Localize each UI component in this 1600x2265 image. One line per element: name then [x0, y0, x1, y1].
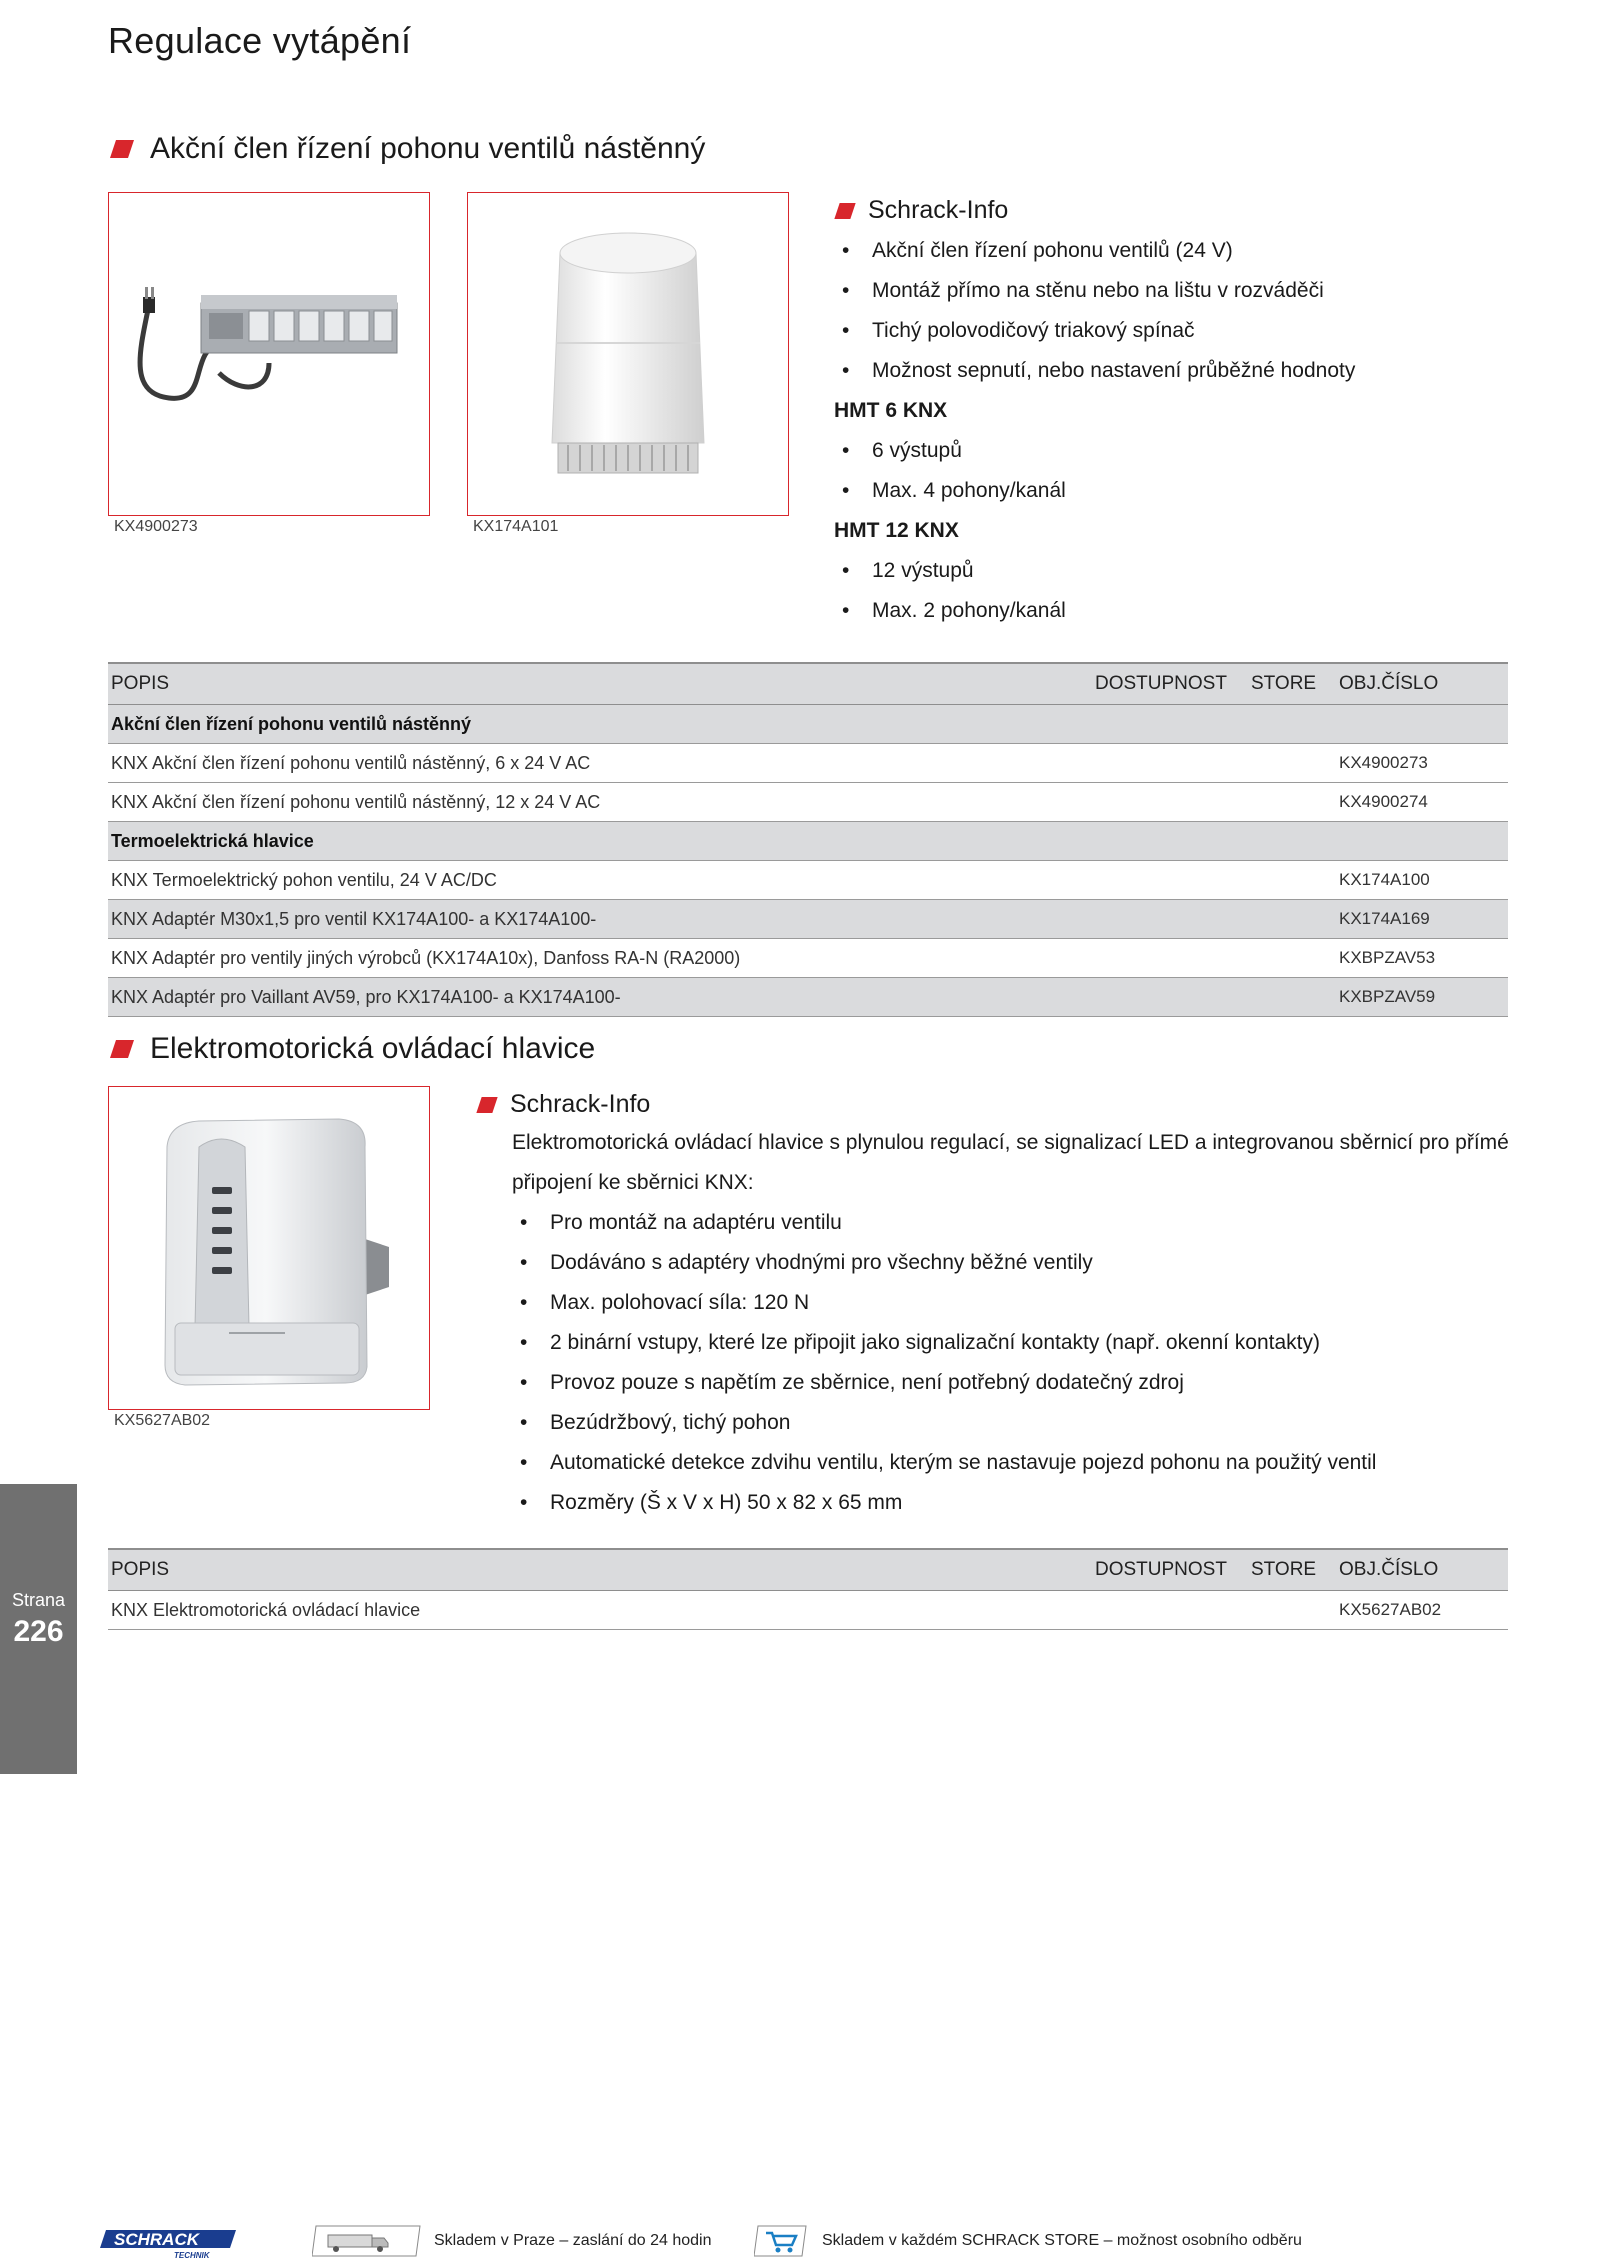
row-description: KNX Adaptér M30x1,5 pro ventil KX174A100- a KX174A100- — [108, 900, 1092, 939]
product-image-wall-actuator — [108, 192, 430, 516]
info-bullet: • Akční člen řízení pohonu ventilů (24 V) — [834, 231, 1355, 271]
info-bullet: • Pro montáž na adaptéru ventilu — [512, 1203, 1512, 1243]
section-title-text: Elektromotorická ovládací hlavice — [150, 1032, 596, 1065]
product-image-thermo-head — [467, 192, 789, 516]
section-title-electromotor-head — [110, 1032, 595, 1066]
row-availability — [1092, 861, 1248, 900]
row-description: KNX Elektromotorická ovládací hlavice — [108, 1591, 1092, 1630]
product-image-electromotor-head — [108, 1086, 430, 1410]
schrack-logo — [100, 2226, 240, 2265]
row-availability — [1092, 939, 1248, 978]
info-bullet: • Max. 4 pohony/kanál — [834, 471, 1355, 511]
table-row — [108, 744, 1508, 783]
truck-icon — [312, 2224, 424, 2258]
logo-text: SCHRACK — [114, 2230, 199, 2249]
info-bullet: • Rozměry (Š x V x H) 50 x 82 x 65 mm — [512, 1483, 1512, 1523]
row-store — [1248, 1591, 1336, 1630]
table-category-row — [108, 705, 1508, 744]
schrack-info-block — [476, 1090, 1512, 1523]
table-row — [108, 861, 1508, 900]
product-code-label: KX4900273 — [114, 518, 198, 535]
row-availability — [1092, 978, 1248, 1017]
row-order-number: KX5627AB02 — [1336, 1591, 1508, 1630]
red-flag-icon — [476, 1097, 498, 1113]
info-bullet: • Automatické detekce zdvihu ventilu, kterým se nastavuje pojezd pohonu na použitý ventil — [512, 1443, 1512, 1483]
product-table — [108, 662, 1508, 1017]
footer-item-store — [754, 2224, 1302, 2258]
row-store — [1248, 978, 1336, 1017]
table-row — [108, 900, 1508, 939]
table-header-row — [108, 1549, 1508, 1591]
info-bullet-list — [512, 1203, 1512, 1523]
red-flag-icon — [834, 203, 856, 219]
col-header-dostupnost: DOSTUPNOST — [1092, 663, 1248, 705]
footer-store-text: Skladem v každém SCHRACK STORE – možnost osobního odběru — [822, 2232, 1302, 2249]
row-description: KNX Akční člen řízení pohonu ventilů nástěnný, 6 x 24 V AC — [108, 744, 1092, 783]
schrack-info-title — [476, 1090, 1512, 1119]
table-row — [108, 1591, 1508, 1630]
row-store — [1248, 744, 1336, 783]
category-label: Termoelektrická hlavice — [108, 822, 1508, 861]
row-store — [1248, 783, 1336, 822]
col-header-store: STORE — [1248, 1549, 1336, 1591]
row-availability — [1092, 744, 1248, 783]
info-bullet: • Možnost sepnutí, nebo nastavení průběžné hodnoty — [834, 351, 1355, 391]
info-bullet: • Tichý polovodičový triakový spínač — [834, 311, 1355, 351]
schrack-info-block — [834, 196, 1355, 631]
info-bullet: • 6 výstupů — [834, 431, 1355, 471]
row-order-number: KXBPZAV59 — [1336, 978, 1508, 1017]
logo-subtext: TECHNIK — [174, 2251, 210, 2260]
row-store — [1248, 939, 1336, 978]
table-header-row — [108, 663, 1508, 705]
schrack-logo-icon — [100, 2226, 240, 2260]
row-description: KNX Termoelektrický pohon ventilu, 24 V AC/DC — [108, 861, 1092, 900]
row-order-number: KX174A100 — [1336, 861, 1508, 900]
col-header-store: STORE — [1248, 663, 1336, 705]
table-row — [108, 783, 1508, 822]
model-bullet-list — [834, 431, 1355, 511]
info-bullet: • Max. polohovací síla: 120 N — [512, 1283, 1512, 1323]
row-availability — [1092, 900, 1248, 939]
info-bullet: • Montáž přímo na stěnu nebo na lištu v rozváděči — [834, 271, 1355, 311]
page-number-tab — [0, 1484, 77, 1774]
page-number: 226 — [13, 1615, 64, 1648]
info-bullet-list — [834, 231, 1355, 391]
model-bullet-list — [834, 551, 1355, 631]
schrack-info-title-text: Schrack-Info — [510, 1090, 651, 1118]
table-row — [108, 939, 1508, 978]
product-table — [108, 1548, 1508, 1630]
row-availability — [1092, 1591, 1248, 1630]
row-store — [1248, 900, 1336, 939]
info-bullet: • 12 výstupů — [834, 551, 1355, 591]
row-order-number: KX4900273 — [1336, 744, 1508, 783]
schrack-info-title — [834, 196, 1355, 225]
info-bullet: • Dodáváno s adaptéry vhodnými pro všechny běžné ventily — [512, 1243, 1512, 1283]
shopping-cart-icon — [754, 2224, 810, 2258]
electromotor-head-image — [109, 1087, 429, 1409]
footer-item-delivery — [312, 2224, 712, 2258]
row-store — [1248, 861, 1336, 900]
product-code-label: KX5627AB02 — [114, 1412, 211, 1429]
schrack-info-title-text: Schrack-Info — [868, 196, 1009, 224]
col-header-cislo: OBJ.ČÍSLO — [1336, 663, 1508, 705]
col-header-cislo: OBJ.ČÍSLO — [1336, 1549, 1508, 1591]
info-bullet: • Bezúdržbový, tichý pohon — [512, 1403, 1512, 1443]
info-bullet: • Max. 2 pohony/kanál — [834, 591, 1355, 631]
section-title-text: Akční člen řízení pohonu ventilů nástěnný — [150, 132, 706, 165]
product-code-label: KX174A101 — [473, 518, 559, 535]
col-header-popis: POPIS — [108, 663, 1092, 705]
model-name: HMT 6 KNX — [834, 399, 948, 422]
row-order-number: KX174A169 — [1336, 900, 1508, 939]
row-description: KNX Adaptér pro Vaillant AV59, pro KX174A100- a KX174A100- — [108, 978, 1092, 1017]
info-bullet: • 2 binární vstupy, které lze připojit jako signalizační kontakty (např. okenní kontakty) — [512, 1323, 1512, 1363]
red-flag-icon — [110, 140, 134, 158]
category-label: Akční člen řízení pohonu ventilů nástěnný — [108, 705, 1508, 744]
row-description: KNX Akční člen řízení pohonu ventilů nástěnný, 12 x 24 V AC — [108, 783, 1092, 822]
info-description: Elektromotorická ovládací hlavice s plynulou regulací, se signalizací LED a integrovanou sběrnicí pro přímé připojení ke sběrnici KNX: — [512, 1131, 1509, 1194]
section-title-wall-actuator — [110, 132, 705, 166]
table-category-row — [108, 822, 1508, 861]
model-name: HMT 12 KNX — [834, 519, 959, 542]
footer-delivery-text: Skladem v Praze – zaslání do 24 hodin — [434, 2232, 712, 2249]
page-label: Strana — [11, 1590, 66, 1610]
col-header-dostupnost: DOSTUPNOST — [1092, 1549, 1248, 1591]
page-title: Regulace vytápění — [108, 20, 412, 61]
row-availability — [1092, 783, 1248, 822]
info-bullet: • Provoz pouze s napětím ze sběrnice, není potřebný dodatečný zdroj — [512, 1363, 1512, 1403]
wall-actuator-image — [109, 193, 429, 515]
thermoelectric-head-image — [468, 193, 788, 515]
red-flag-icon — [110, 1040, 134, 1058]
row-description: KNX Adaptér pro ventily jiných výrobců (KX174A10x), Danfoss RA-N (RA2000) — [108, 939, 1092, 978]
table-row — [108, 978, 1508, 1017]
row-order-number: KX4900274 — [1336, 783, 1508, 822]
row-order-number: KXBPZAV53 — [1336, 939, 1508, 978]
col-header-popis: POPIS — [108, 1549, 1092, 1591]
